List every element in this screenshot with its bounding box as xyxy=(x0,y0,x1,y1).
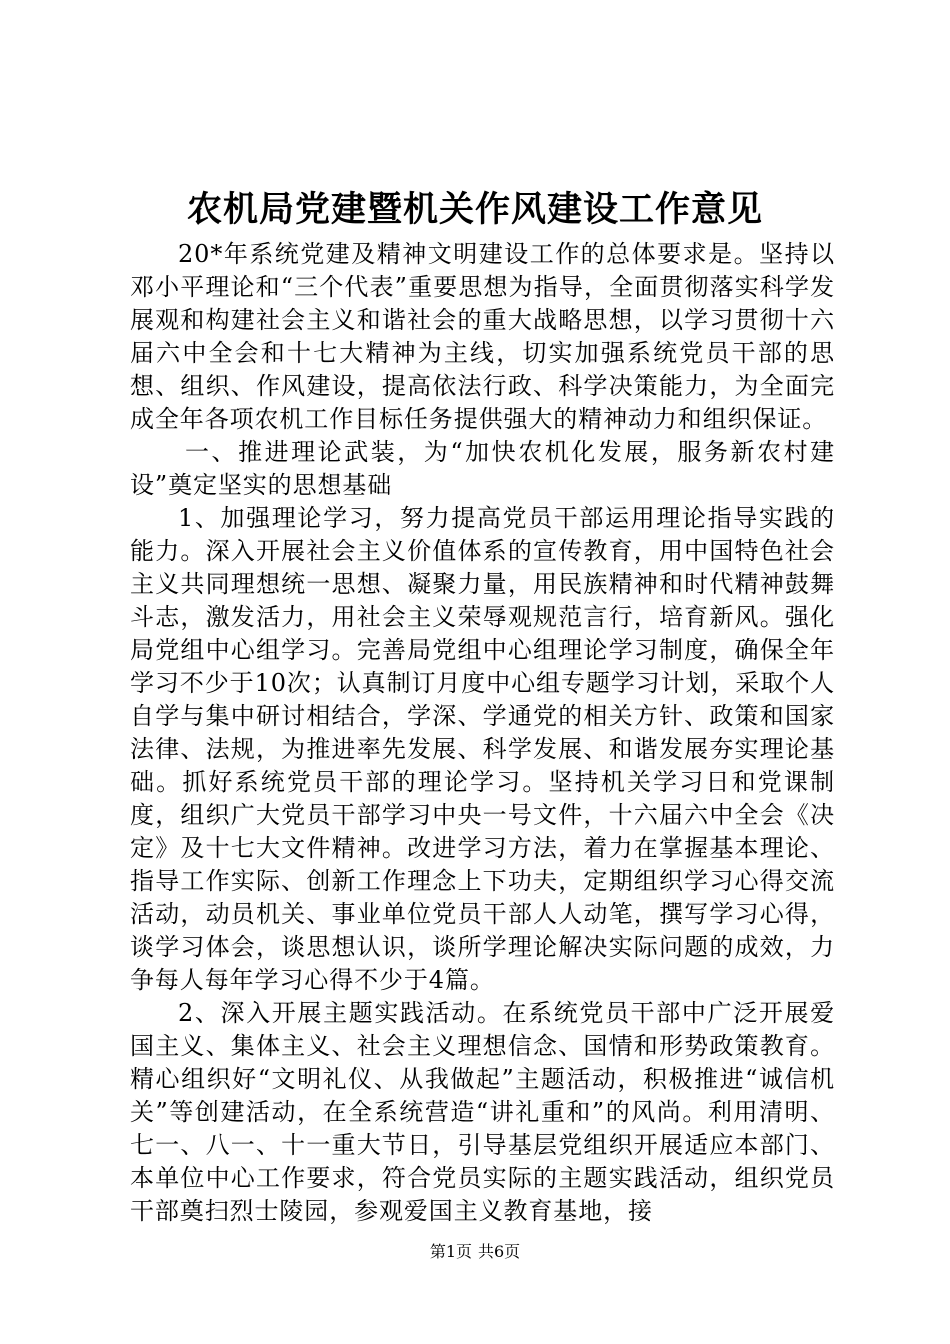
section-heading: 一、推进理论武装，为“加快农机化发展，服务新农村建设”奠定坚实的思想基础 xyxy=(130,438,835,499)
page-total: 共6页 xyxy=(478,1242,521,1261)
page-footer xyxy=(0,1241,950,1263)
item-2-paragraph: 2、深入开展主题实践活动。在系统党员干部中广泛开展爱国主义、集体主义、社会主义理想信念、国情和形势政策教育。精心组织好“文明礼仪、从我做起”主题活动，积极推进“诚信机关”等创建活动，在全系统营造“讲礼重和”的风尚。利用清明、七一、八一、十一重大节日，引导基层党组织开展适应本部门、本单位中心工作要求，符合党员实际的主题实践活动，组织党员干部奠扫烈士陵园，参观爱国主义教育基地，接 xyxy=(130,999,835,1225)
page-number: 第1页 xyxy=(429,1242,472,1261)
document-body xyxy=(130,238,835,1228)
document-title: 农机局党建暨机关作风建设工作意见 xyxy=(186,189,763,230)
intro-paragraph: 20*年系统党建及精神文明建设工作的总体要求是。坚持以邓小平理论和“三个代表”重要思想为指导，全面贯彻落实科学发展观和构建社会主义和谐社会的重大战略思想，以学习贯彻十六届六中全会和十七大精神为主线，切实加强系统党员干部的思想、组织、作风建设，提高依法行政、科学决策能力，为全面完成全年各项农机工作目标任务提供强大的精神动力和组织保证。 xyxy=(130,240,835,433)
item-1-paragraph: 1、加强理论学习，努力提高党员干部运用理论指导实践的能力。深入开展社会主义价值体系的宣传教育，用中国特色社会主义共同理想统一思想、凝聚力量，用民族精神和时代精神鼓舞斗志，激发活力，用社会主义荣辱观规范言行，培育新风。强化局党组中心组学习。完善局党组中心组理论学习制度，确保全年学习不少于10次；认真制订月度中心组专题学习计划，采取个人自学与集中研讨相结合，学深、学通党的相关方针、政策和国家法律、法规，为推进率先发展、科学发展、和谐发展夯实理论基础。抓好系统党员干部的理论学习。坚持机关学习日和党课制度，组织广大党员干部学习中央一号文件，十六届六中全会《决定》及十七大文件精神。改进学习方法，着力在掌握基本理论、指导工作实际、创新工作理念上下功夫，定期组织学习心得交流活动，动员机关、事业单位党员干部人人动笔，撰写学习心得，谈学习体会，谈思想认识，谈所学理论解决实际问题的成效，力争每人每年学习心得不少于4篇。 xyxy=(130,504,835,994)
